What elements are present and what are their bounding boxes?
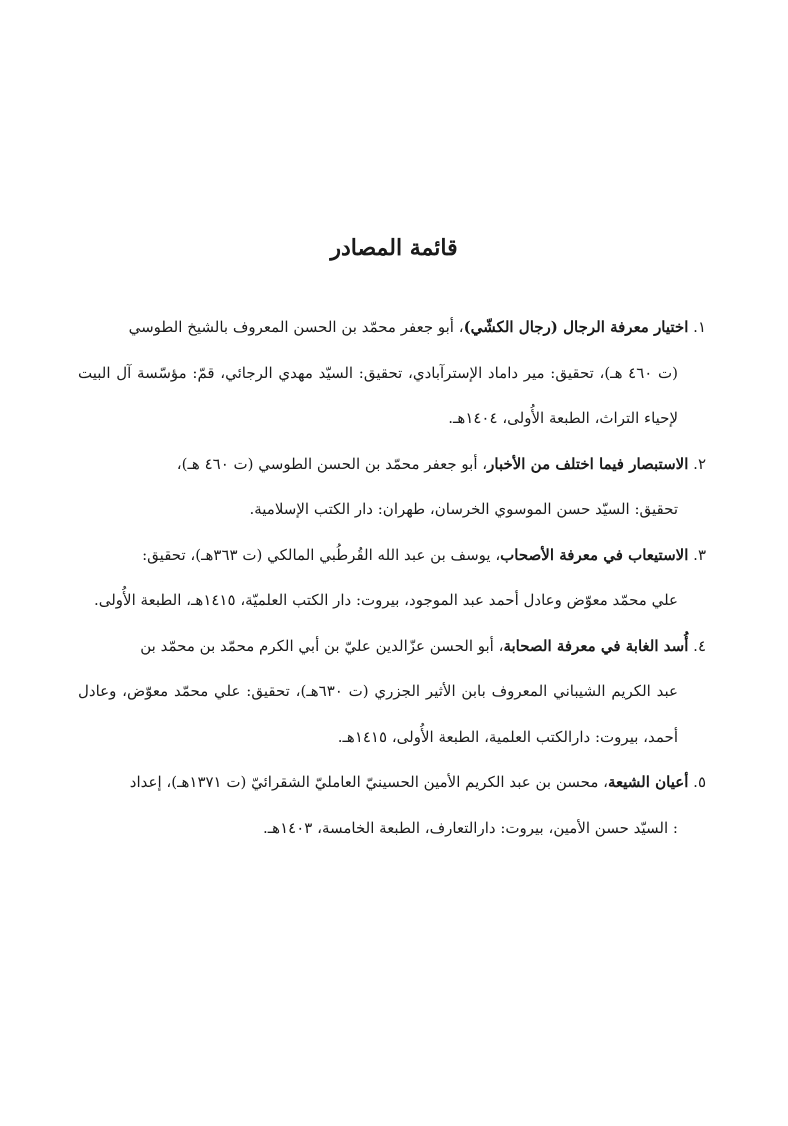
reference-number: ٢. [693, 454, 706, 473]
reference-number: ٥. [693, 773, 706, 791]
reference-details: ، أبو جعفر محمّد بن الحسن الطوسي (ت ٤٦٠ هـ)، [176, 454, 488, 473]
reference-continuation: : السيّد حسن الأمين، بيروت: دارالتعارف، الطبعة الخامسة، ١٤٠٣هـ. [263, 818, 678, 837]
reference-details: ، أبو جعفر محمّد بن الحسن المعروف بالشيخ الطوسي [128, 318, 464, 336]
reference-item [78, 442, 706, 533]
reference-work-title: الاستبصار فيما اختلف من الأخبار [487, 454, 689, 473]
reference-continuation: (ت ٤٦٠ هـ)، تحقيق: مير داماد الإسترآبادي، تحقيق: السيّد مهدي الرجائي، قمّ: مؤسّسة آل البيت لإحياء التراث، الطبعة الأُولى، ١٤٠٤هـ. [78, 363, 678, 427]
reference-work-title: الاستيعاب في معرفة الأصحاب [500, 545, 689, 564]
reference-item [78, 533, 706, 624]
reference-details: ، أبو الحسن عزّالدين عليّ بن أبي الكرم محمّد بن محمّد بن [140, 636, 504, 655]
reference-work-title: اختيار معرفة الرجال (رجال الكشّي) [463, 318, 689, 336]
reference-details: ، يوسف بن عبد الله القُرطُبي المالكي (ت ٣٦٣هـ)، تحقيق: [142, 545, 501, 564]
reference-number: ٤. [693, 636, 706, 655]
reference-continuation: تحقيق: السيّد حسن الموسوي الخرسان، طهران: دار الكتب الإسلامية. [249, 500, 678, 518]
reference-work-title: أُسد الغابة في معرفة الصحابة [503, 636, 689, 655]
reference-number: ١. [693, 318, 706, 336]
reference-continuation: علي محمّد معوّض وعادل أحمد عبد الموجود، بيروت: دار الكتب العلميّة، ١٤١٥هـ، الطبعة الأُولى. [93, 591, 678, 609]
reference-item [78, 760, 706, 851]
reference-details: ، محسن بن عبد الكريم الأمين الحسينيّ العامليّ الشقرائيّ (ت ١٣٧١هـ)، إعداد [129, 773, 608, 791]
reference-item [78, 624, 706, 761]
reference-number: ٣. [693, 545, 706, 564]
reference-work-title: أعيان الشيعة [607, 773, 689, 791]
references-list [78, 305, 706, 851]
page-title: قائمة المصادر [330, 235, 458, 261]
reference-continuation: عبد الكريم الشيباني المعروف بابن الأثير الجزري (ت ٦٣٠هـ)، تحقيق: علي محمّد معوّض، وعادل أحمد، بيروت: دارالكتب العلمية، الطبعة الأُولى، ١٤١٥هـ. [78, 682, 678, 746]
reference-item [78, 305, 706, 442]
